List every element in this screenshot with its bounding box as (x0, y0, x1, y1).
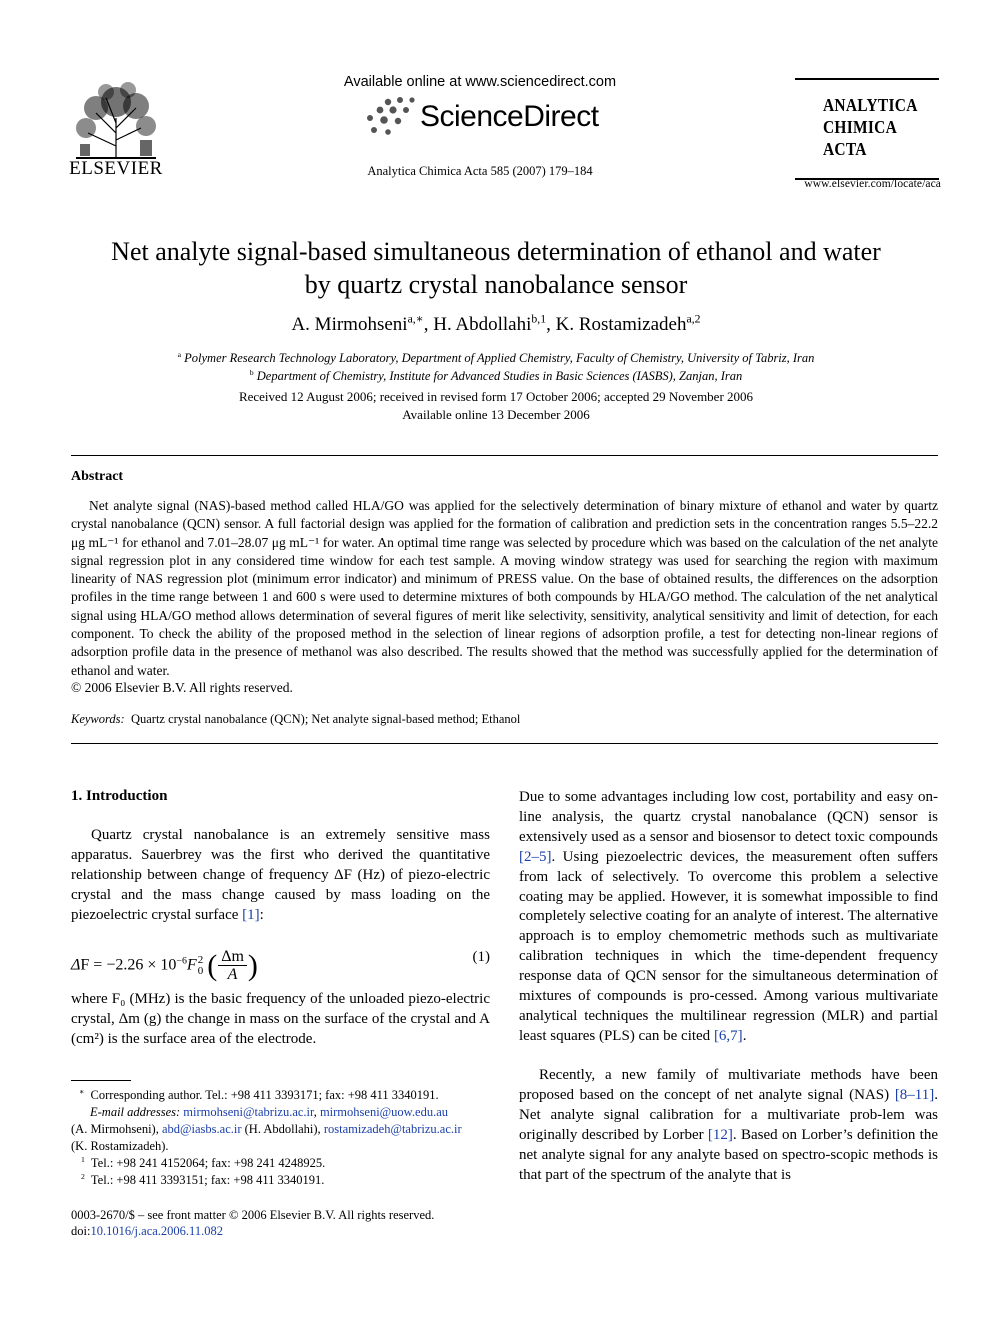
elsevier-logo (66, 78, 166, 180)
journal-reference: Analytica Chimica Acta 585 (2007) 179–184 (367, 164, 593, 178)
equation-1 (71, 934, 490, 984)
citation-link[interactable]: [6,7] (713, 1027, 743, 1044)
affiliation-a (60, 351, 932, 366)
author-marks: b,1 (531, 312, 547, 326)
doi-link[interactable]: 10.1016/j.aca.2006.11.082 (90, 1224, 223, 1238)
sciencedirect-dots-icon (360, 96, 418, 140)
affiliation-mark: b (249, 367, 254, 377)
abstract-heading: Abstract (71, 469, 124, 484)
email-link[interactable]: mirmohseni@uow.edu.au (319, 1105, 448, 1119)
elsevier-wordmark: ELSEVIER (69, 158, 163, 179)
journal-title-line: ANALYTICA (823, 95, 918, 115)
received-dates: Received 12 August 2006; received in revised form 17 October 2006; accepted 29 November 2006 (238, 389, 754, 404)
keywords (71, 712, 520, 727)
author-list: A. Mirmohseni$^{a,∗}$, H. Abdollahi$^{b,1}$, K. Rostamizadeh$^{a,2}$ (291, 312, 701, 335)
author-name: A. Mirmohseni (291, 314, 408, 335)
intro-paragraph: Due to some advantages including low cost, portability and easy on-line analysis, the quartz crystal nanobalance (QCN) sensor is extensively used as a sensor and biosensor to detect toxic compounds [2–5]. Using piezoelectric devices, the measurement often suffers from lack of selectively. To overcome this problem a selective coating may be applied. However, it is somewhat impossible to find completely selective coating for an analyte of interest. The alternative approach is to employ chemometric methods such as multivariate calibration techniques in which the time-dependent frequency response data of QCN sensor for the simultaneous determination of mixtures of compounds is pro-cessed. Among various multivariate analytical techniques the multilinear regression (MLR) and partial least squares (PLS) can be cited [6,7]. (519, 789, 938, 1044)
doi: doi:10.1016/j.aca.2006.11.082 (71, 1224, 223, 1238)
affiliation-text: Polymer Research Technology Laboratory, Department of Applied Chemistry, Faculty of Chemistry, University of Tabriz, Iran (184, 351, 815, 365)
paper-title: Net analyte signal-based simultaneous determination of ethanol and water by quartz crystal nanobalance sensor (111, 237, 881, 299)
divider (71, 455, 938, 456)
footnote-2: $^2$ Tel.: +98 411 3393151; fax: +98 411 3340191. (81, 1171, 325, 1187)
equation-formula: $\Delta F = -2.26 \times 10^{-6}F$ 2 0 ( $\frac{\Delta m}{A}$ ) (71, 948, 258, 983)
section-heading: 1. Introduction (71, 788, 168, 804)
author-name: H. Abdollahi (433, 314, 532, 335)
email-link[interactable]: abd@iasbs.ac.ir (161, 1122, 242, 1136)
sciencedirect-wordmark: ScienceDirect (420, 100, 599, 133)
footnote-email: E-mail addresses: mirmohseni@tabrizu.ac.ir, mirmohseni@uow.edu.au (90, 1105, 448, 1119)
journal-title (823, 94, 918, 160)
footnote-email: (A. Mirmohseni), abd@iasbs.ac.ir (H. Abdollahi), rostamizadeh@tabrizu.ac.ir (71, 1122, 462, 1136)
citation-link[interactable]: [12] (707, 1126, 733, 1143)
abstract-body (71, 497, 938, 680)
equation-number: (1) (472, 949, 490, 965)
available-online-banner[interactable]: Available online at www.sciencedirect.com (343, 74, 617, 90)
author-name: K. Rostamizadeh (555, 314, 687, 335)
footnote-email: (K. Rostamizadeh). (71, 1139, 169, 1153)
email-link[interactable]: rostamizadeh@tabrizu.ac.ir (323, 1122, 462, 1136)
affiliation-text: Department of Chemistry, Institute for Advanced Studies in Basic Sciences (IASBS), Zanjan, Iran (256, 369, 743, 383)
keywords-label: Keywords: (71, 712, 125, 726)
abstract-text: Net analyte signal (NAS)-based method called HLA/GO was applied for the selectively determination of binary mixture of ethanol and water by quartz crystal nanobalance (QCN) sensor. A full factorial design was applied for the formation of calibration and prediction sets in the concentration ranges 5.5–22.2 μg mL⁻¹ for ethanol and 7.01–28.07 μg mL⁻¹ for water. An optimal time range was selected by procedure which was based on the calculation of the net analyte signal regression plot in any considered time window for each test sample. A moving window strategy was used for searching the region with maximum linearity of NAS regression plot (minimum error indicator) and minimum of PRESS value. On the base of obtained results, the differences on the adsorption profiles in the time range between 1 and 600 s were used to determine mixtures of both compounds by HLA/GO method. The calculation of the net analytical signal using HLA/GO method allows determination of several figures of merit like selectivity, sensitivity, analytical sensitivity and limit of detection, for each component. To check the ability of the proposed method in the selection of linear regions of adsorption profile, a test for detecting non-linear regions of adsorption profile data in the presence of methanol was also described. The results showed that the method was successfully applied for the determination of ethanol and water. (71, 498, 938, 678)
journal-title-line: ACTA (823, 139, 867, 159)
intro-paragraph: Recently, a new family of multivariate methods have been proposed based on the concept of net analyte signal (NAS) [8–11]. Net analyte signal calibration for a multivariate prob-lem was originally described by Lorber [12]. Based on Lorber’s definition the net analyte signal for any analyte based on spectro-scopic methods is that part of the spectrum of the analyte that is (519, 1067, 938, 1183)
footnote-1: $^1$ Tel.: +98 241 4152064; fax: +98 241 4248925. (81, 1154, 326, 1170)
footnote-corresponding: ∗ Corresponding author. Tel.: +98 411 3393171; fax: +98 411 3340191. (79, 1086, 439, 1102)
citation-link[interactable]: [2–5] (519, 848, 552, 865)
footnote-divider (71, 1080, 131, 1081)
equation-fraction: $\frac{\Delta m}{A}$ (218, 948, 247, 984)
sciencedirect-logo[interactable] (360, 96, 600, 140)
divider (71, 743, 938, 744)
author-marks: a,2 (686, 312, 701, 326)
front-matter: 0003-2670/$ – see front matter © 2006 Elsevier B.V. All rights reserved. (71, 1208, 435, 1222)
journal-title-line: CHIMICA (823, 117, 898, 137)
journal-title-box (795, 78, 939, 180)
email-link[interactable]: mirmohseni@tabrizu.ac.ir (183, 1105, 314, 1119)
journal-url-link[interactable]: www.elsevier.com/locate/aca (804, 178, 941, 190)
affiliation-b (60, 369, 932, 384)
equation-lhs: F = −2.26 × 10 (80, 956, 177, 974)
elsevier-tree-icon (66, 78, 166, 160)
author-marks: a,∗ (407, 312, 424, 326)
keywords-text: Quartz crystal nanobalance (QCN); Net analyte signal-based method; Ethanol (130, 712, 521, 726)
intro-paragraph: Quartz crystal nanobalance is an extremely sensitive mass apparatus. Sauerbrey was the first who derived the quantitative relationship between change of frequency ΔF (Hz) of piezo-electric crystal and the mass change caused by mass loading on the piezoelectric crystal surface [1]: (71, 827, 490, 923)
affiliation-mark: a (177, 349, 182, 359)
citation-link[interactable]: [1] (242, 906, 260, 923)
citation-link[interactable]: [8–11] (894, 1086, 935, 1103)
intro-paragraph: where F₀ (MHz) is the basic frequency of the unloaded piezo-electric crystal, Δm (g) the change in mass on the surface of the crystal and A (cm²) is the surface area of the electrode. (71, 991, 490, 1047)
abstract-copyright: © 2006 Elsevier B.V. All rights reserved. (71, 680, 293, 695)
available-online-date: Available online 13 December 2006 (402, 407, 590, 422)
